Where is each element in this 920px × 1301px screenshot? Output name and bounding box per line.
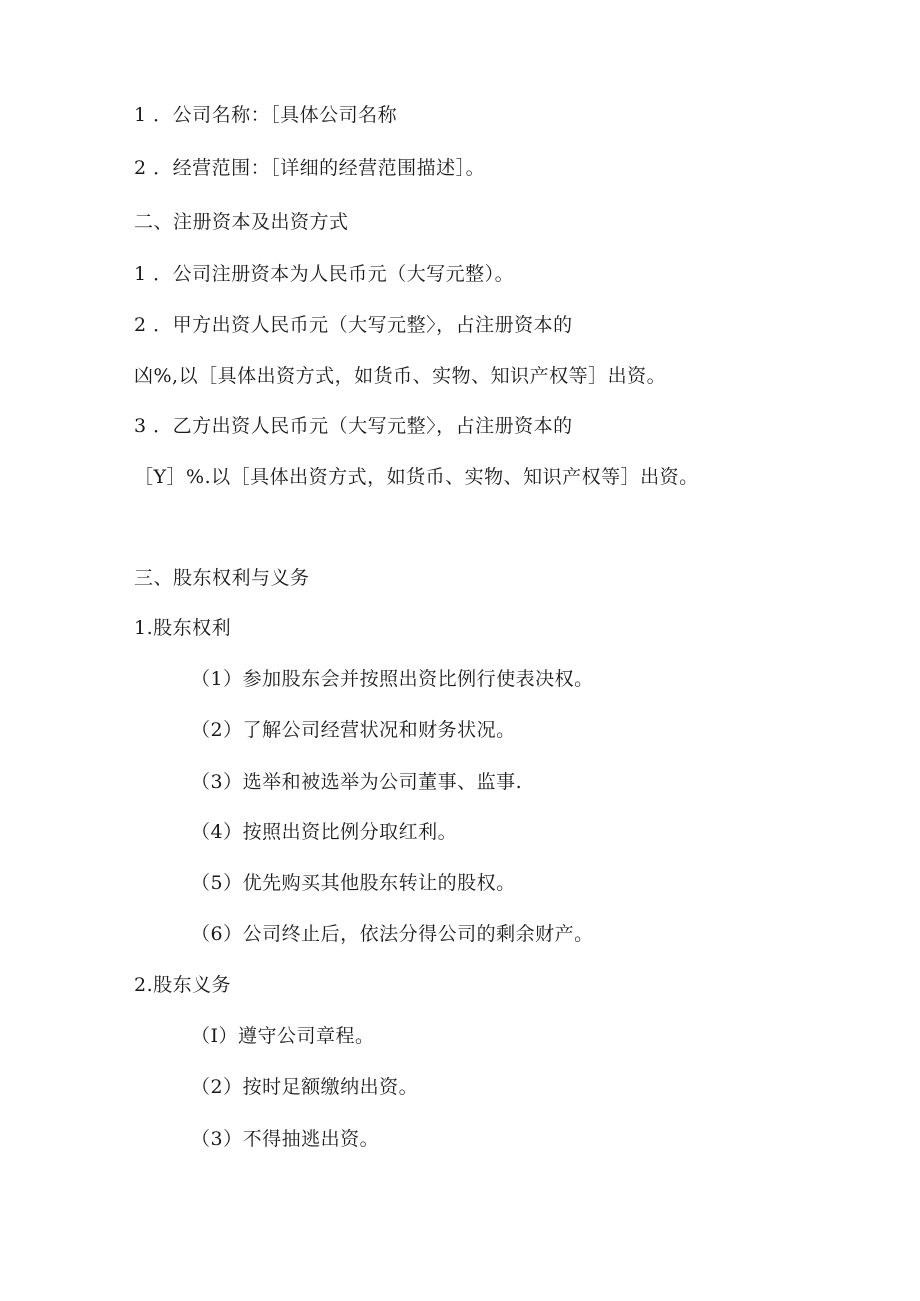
item-company-name: 1 ．公司名称：［具体公司名称 (134, 104, 398, 126)
right-item: （2）了解公司经营状况和财务状况。 (191, 719, 516, 741)
item-party-a-contribution: 2 ．甲方出资人民币元（大写元整〉，占注册资本的 (134, 314, 573, 336)
item-business-scope: 2 ．经营范围：［详细的经营范围描述］。 (134, 157, 486, 179)
right-item: （5）优先购买其他股东转让的股权。 (191, 872, 516, 894)
subheading-shareholder-duties: 2.股东义务 (134, 974, 232, 996)
item-party-a-method: 凶%,以［具体出资方式，如货币、实物、知识产权等］出资。 (134, 365, 667, 387)
duty-item: （I）遵守公司章程。 (191, 1025, 375, 1047)
item-registered-capital: 1 ．公司注册资本为人民币元（大写元整）。 (134, 263, 515, 285)
item-party-b-method: ［Y］%.以［具体出资方式，如货币、实物、知识产权等］出资。 (134, 466, 699, 488)
right-item: （6）公司终止后，依法分得公司的剩余财产。 (191, 923, 594, 945)
section-heading-capital: 二、注册资本及出资方式 (134, 211, 349, 233)
item-party-b-contribution: 3 ．乙方出资人民币元（大写元整〉，占注册资本的 (134, 415, 573, 437)
section-heading-rights-duties: 三、股东权利与义务 (134, 567, 310, 589)
duty-item: （2）按时足额缴纳出资。 (191, 1076, 419, 1098)
subheading-shareholder-rights: 1.股东权利 (134, 617, 232, 639)
right-item: （1）参加股东会并按照出资比例行使表决权。 (191, 668, 594, 690)
duty-item: （3）不得抽逃出资。 (191, 1128, 380, 1150)
right-item: （3）选举和被选举为公司董事、监事. (191, 771, 523, 793)
right-item: （4）按照出资比例分取红利。 (191, 821, 458, 843)
